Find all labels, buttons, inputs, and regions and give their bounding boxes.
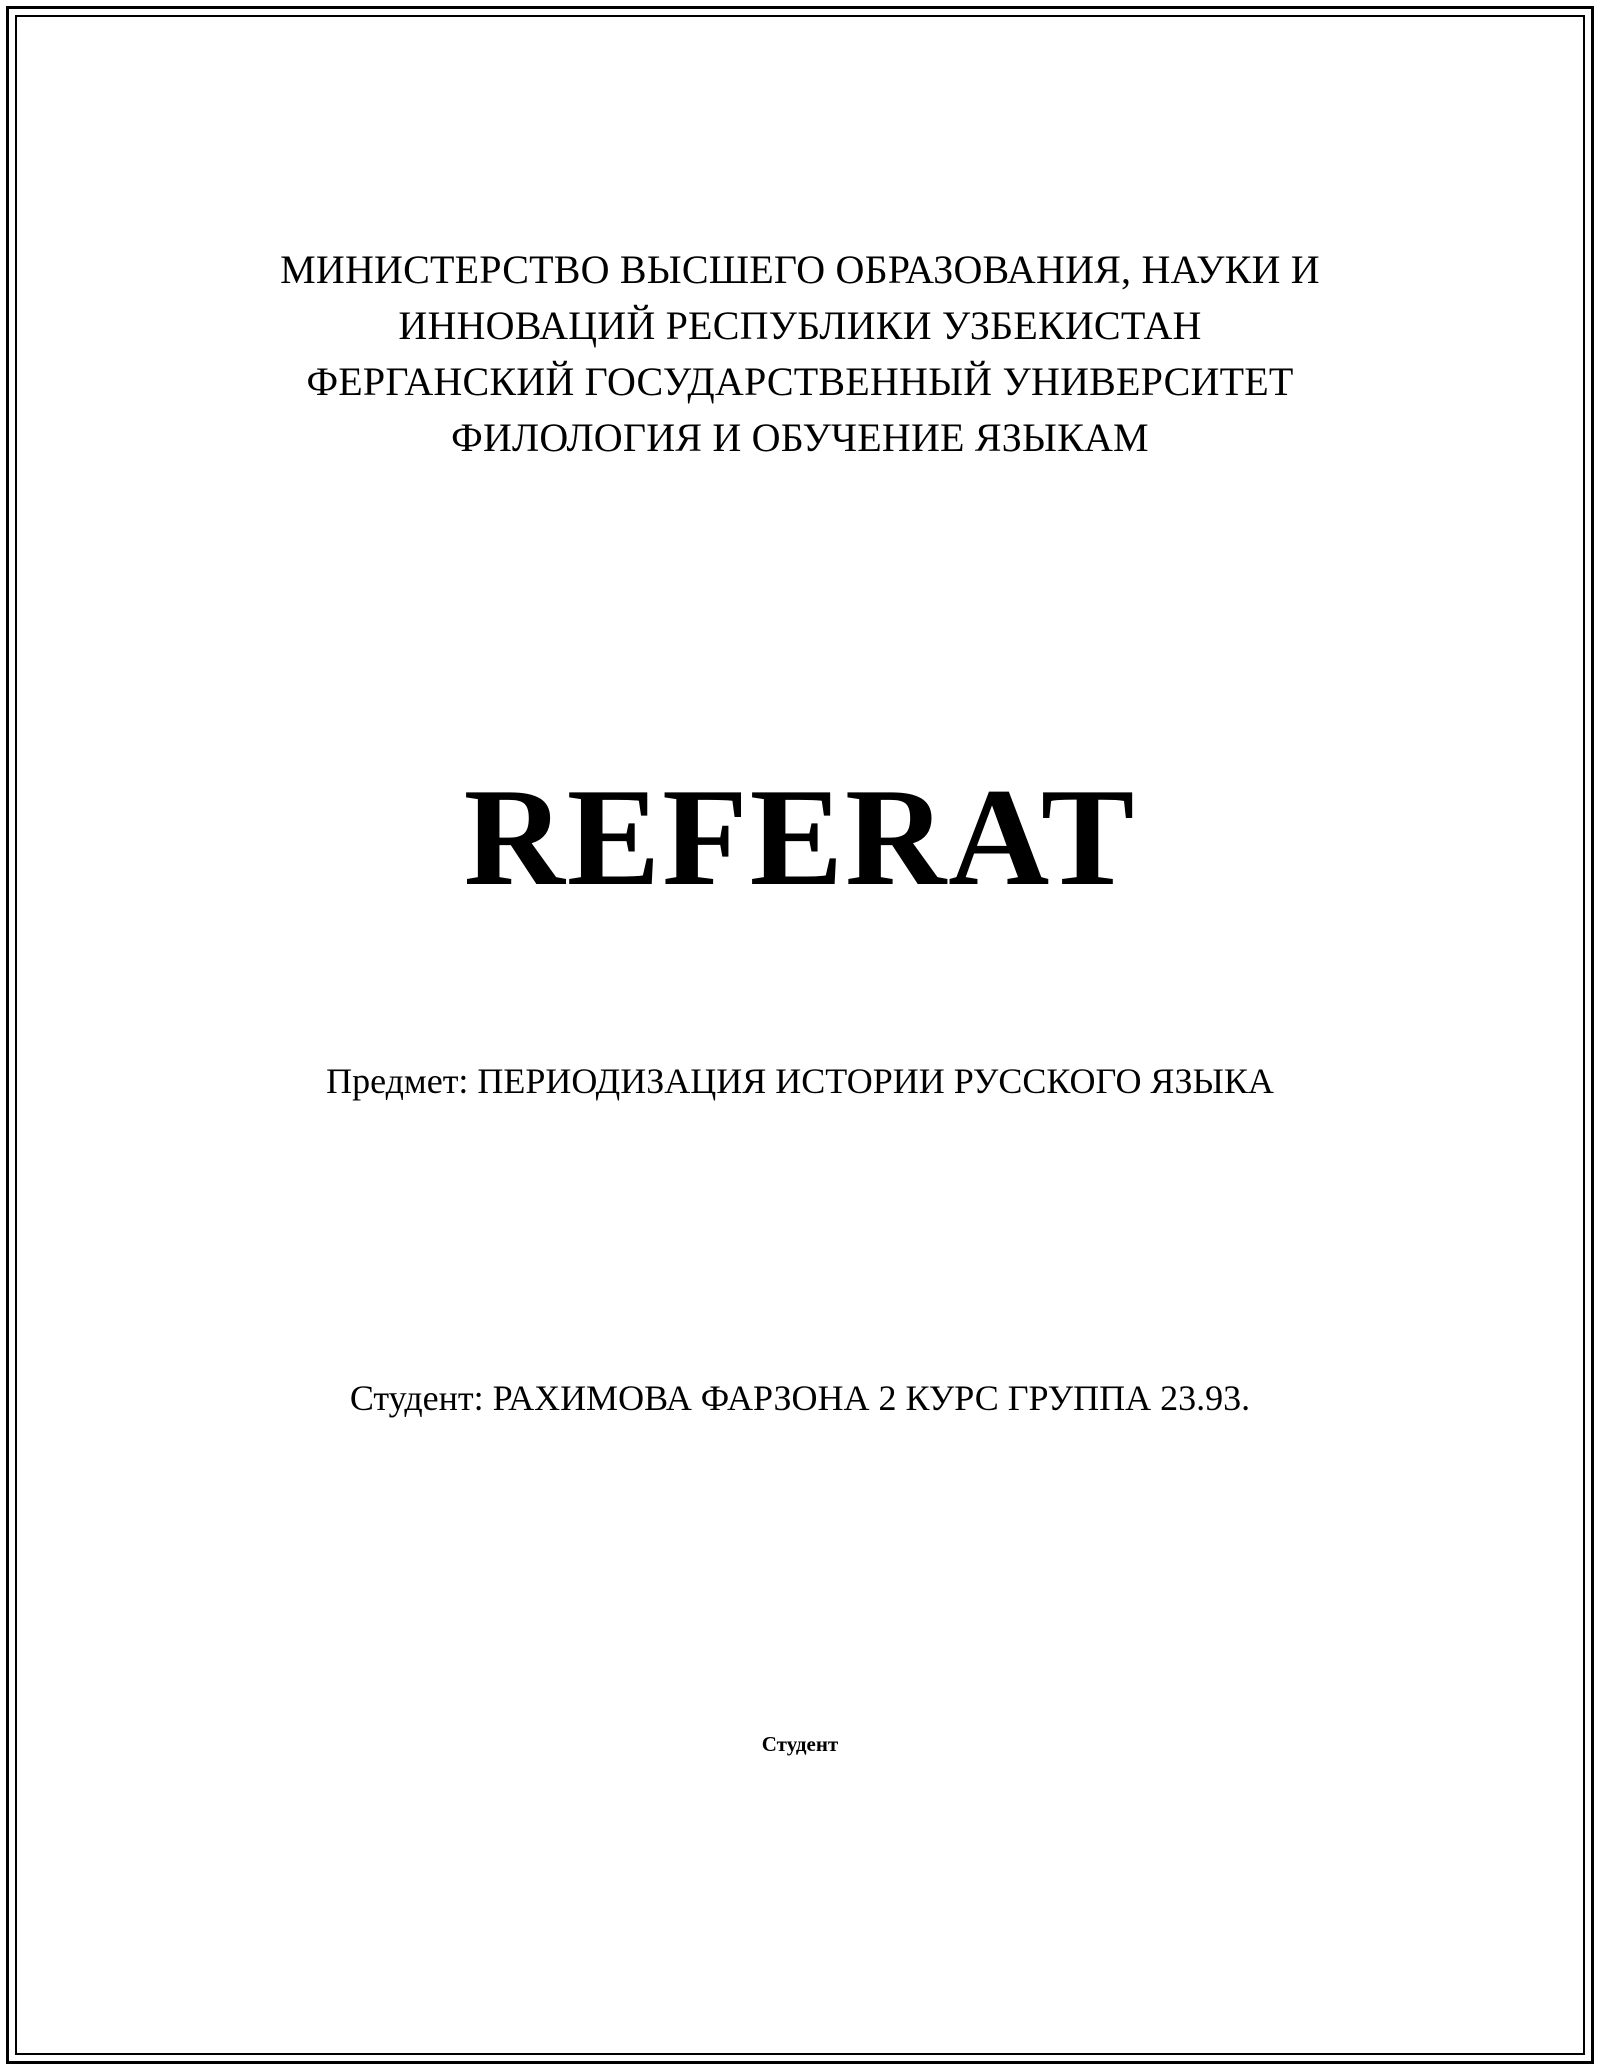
footer-student-label: Студент <box>761 1732 839 1756</box>
document-title: REFERAT <box>463 760 1137 915</box>
subject-line: Предмет: ПЕРИОДИЗАЦИЯ ИСТОРИИ РУССКОГО ЯЗЫКА <box>326 1061 1274 1101</box>
university-name: ФЕРГАНСКИЙ ГОСУДАРСТВЕННЫЙ УНИВЕРСИТЕТ <box>306 359 1294 404</box>
student-line: Студент: РАХИМОВА ФАРЗОНА 2 КУРС ГРУППА 23.93. <box>349 1378 1251 1418</box>
faculty-name: ФИЛОЛОГИЯ И ОБУЧЕНИЕ ЯЗЫКАМ <box>451 415 1149 460</box>
ministry-line-1: МИНИСТЕРСТВО ВЫСШЕГО ОБРАЗОВАНИЯ, НАУКИ И <box>280 247 1320 292</box>
institution-header <box>0 242 1600 466</box>
ministry-line-2: ИННОВАЦИЙ РЕСПУБЛИКИ УЗБЕКИСТАН <box>398 303 1202 348</box>
